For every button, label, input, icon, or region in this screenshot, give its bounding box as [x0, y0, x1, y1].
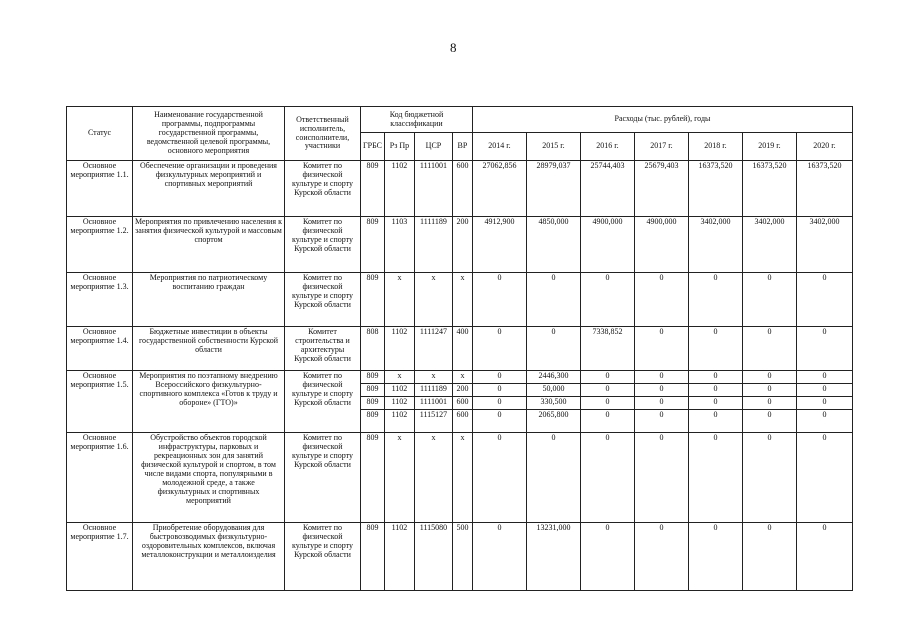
grbs-cell: 809: [361, 161, 385, 217]
responsible-cell: Комитет по физической культуре и спорту Курской области: [285, 371, 361, 433]
csr-cell: 1111247: [414, 327, 452, 371]
table-row: [67, 523, 853, 591]
header-grbs: ГРБС: [361, 133, 385, 161]
header-status: Статус: [67, 107, 133, 161]
status-cell: Основное мероприятие 1.4.: [67, 327, 133, 371]
amount-cell: 0: [634, 397, 688, 410]
header-year: 2020 г.: [796, 133, 852, 161]
amount-cell: 0: [580, 433, 634, 523]
amount-cell: 16373,520: [796, 161, 852, 217]
responsible-cell: Комитет по физической культуре и спорту Курской области: [285, 273, 361, 327]
amount-cell: 0: [688, 384, 742, 397]
amount-cell: 330,500: [526, 397, 580, 410]
header-year: 2017 г.: [634, 133, 688, 161]
amount-cell: 2446,300: [526, 371, 580, 384]
rzpr-cell: 1102: [384, 523, 414, 591]
amount-cell: 50,000: [526, 384, 580, 397]
rzpr-cell: 1102: [384, 161, 414, 217]
header-year: 2016 г.: [580, 133, 634, 161]
vr-cell: х: [452, 371, 472, 384]
grbs-cell: 808: [361, 327, 385, 371]
amount-cell: 4900,000: [580, 217, 634, 273]
amount-cell: 0: [688, 433, 742, 523]
amount-cell: 0: [796, 410, 852, 433]
amount-cell: 0: [796, 433, 852, 523]
amount-cell: 0: [742, 273, 796, 327]
grbs-cell: 809: [361, 384, 385, 397]
status-cell: Основное мероприятие 1.2.: [67, 217, 133, 273]
page-number: 8: [450, 40, 457, 55]
csr-cell: 1115127: [414, 410, 452, 433]
amount-cell: 2065,800: [526, 410, 580, 433]
amount-cell: 0: [688, 397, 742, 410]
csr-cell: х: [414, 433, 452, 523]
header-vr: ВР: [452, 133, 472, 161]
status-cell: Основное мероприятие 1.6.: [67, 433, 133, 523]
amount-cell: 0: [688, 371, 742, 384]
amount-cell: 0: [472, 327, 526, 371]
rzpr-cell: 1102: [384, 327, 414, 371]
table-row: [67, 273, 853, 327]
csr-cell: 1111189: [414, 217, 452, 273]
amount-cell: 3402,000: [688, 217, 742, 273]
amount-cell: 0: [742, 397, 796, 410]
grbs-cell: 809: [361, 523, 385, 591]
rzpr-cell: х: [384, 273, 414, 327]
amount-cell: 0: [634, 384, 688, 397]
header-expenses: Расходы (тыс. рублей), годы: [472, 107, 852, 133]
amount-cell: 0: [472, 397, 526, 410]
status-cell: Основное мероприятие 1.7.: [67, 523, 133, 591]
vr-cell: х: [452, 433, 472, 523]
responsible-cell: Комитет по физической культуре и спорту Курской области: [285, 217, 361, 273]
table-row: [67, 327, 853, 371]
name-cell: Мероприятия по поэтапному внедрению Всероссийского физкультурно-спортивного комплекса «Готов к труду и обороне» (ГТО)»: [133, 371, 285, 433]
amount-cell: 7338,852: [580, 327, 634, 371]
rzpr-cell: 1102: [384, 397, 414, 410]
csr-cell: 1111001: [414, 161, 452, 217]
header-name: Наименование государственной программы, подпрограммы государственной программы, ведомственной целевой программы, основного мероприятия: [133, 107, 285, 161]
rzpr-cell: 1102: [384, 384, 414, 397]
grbs-cell: 809: [361, 217, 385, 273]
amount-cell: 4900,000: [634, 217, 688, 273]
amount-cell: 0: [796, 384, 852, 397]
name-cell: Мероприятия по патриотическому воспитанию граждан: [133, 273, 285, 327]
responsible-cell: Комитет по физической культуре и спорту Курской области: [285, 433, 361, 523]
amount-cell: 0: [688, 410, 742, 433]
amount-cell: 0: [472, 433, 526, 523]
grbs-cell: 809: [361, 410, 385, 433]
name-cell: Приобретение оборудования для быстровозводимых физкультурно-оздоровительных комплексов, включая металлоконструкции и металлоизделия: [133, 523, 285, 591]
table-row: [67, 161, 853, 217]
grbs-cell: 809: [361, 273, 385, 327]
name-cell: Обеспечение организации и проведения физкультурных мероприятий и спортивных мероприятий: [133, 161, 285, 217]
status-cell: Основное мероприятие 1.1.: [67, 161, 133, 217]
amount-cell: 3402,000: [796, 217, 852, 273]
vr-cell: 500: [452, 523, 472, 591]
csr-cell: 1111001: [414, 397, 452, 410]
amount-cell: 0: [580, 523, 634, 591]
vr-cell: 400: [452, 327, 472, 371]
amount-cell: 0: [742, 433, 796, 523]
table-row: [67, 433, 853, 523]
amount-cell: 0: [472, 371, 526, 384]
rzpr-cell: х: [384, 371, 414, 384]
name-cell: Мероприятия по привлечению населения к занятия физической культурой и массовым спортом: [133, 217, 285, 273]
vr-cell: 600: [452, 397, 472, 410]
amount-cell: 0: [634, 327, 688, 371]
header-year: 2014 г.: [472, 133, 526, 161]
amount-cell: 0: [634, 410, 688, 433]
name-cell: Обустройство объектов городской инфраструктуры, парковых и рекреационных зон для занятий физической культурой и спортом, в том числе видами спорта, популярными в молодежной среде, а также физкультурных и спортивных мероприятий: [133, 433, 285, 523]
grbs-cell: 809: [361, 397, 385, 410]
grbs-cell: 809: [361, 433, 385, 523]
amount-cell: 28979,037: [526, 161, 580, 217]
amount-cell: 0: [472, 384, 526, 397]
amount-cell: 13231,000: [526, 523, 580, 591]
amount-cell: 0: [796, 397, 852, 410]
amount-cell: 16373,520: [742, 161, 796, 217]
responsible-cell: Комитет по физической культуре и спорту Курской области: [285, 523, 361, 591]
amount-cell: 0: [526, 327, 580, 371]
header-budget-code: Код бюджетной классификации: [361, 107, 473, 133]
amount-cell: 0: [688, 327, 742, 371]
csr-cell: 1111189: [414, 384, 452, 397]
amount-cell: 0: [796, 523, 852, 591]
status-cell: Основное мероприятие 1.3.: [67, 273, 133, 327]
amount-cell: 0: [634, 523, 688, 591]
amount-cell: 0: [580, 410, 634, 433]
amount-cell: 0: [472, 273, 526, 327]
amount-cell: 0: [742, 384, 796, 397]
vr-cell: 600: [452, 161, 472, 217]
amount-cell: 0: [580, 397, 634, 410]
header-rzpr: Рз Пр: [384, 133, 414, 161]
rzpr-cell: 1102: [384, 410, 414, 433]
amount-cell: 0: [526, 273, 580, 327]
amount-cell: 0: [472, 410, 526, 433]
amount-cell: 0: [742, 410, 796, 433]
vr-cell: 200: [452, 217, 472, 273]
amount-cell: 3402,000: [742, 217, 796, 273]
amount-cell: 0: [580, 273, 634, 327]
grbs-cell: 809: [361, 371, 385, 384]
table-row: [67, 217, 853, 273]
budget-table: [66, 106, 853, 591]
header-year: 2015 г.: [526, 133, 580, 161]
amount-cell: 4912,900: [472, 217, 526, 273]
amount-cell: 4850,000: [526, 217, 580, 273]
amount-cell: 0: [742, 327, 796, 371]
amount-cell: 0: [580, 371, 634, 384]
amount-cell: 0: [742, 523, 796, 591]
amount-cell: 16373,520: [688, 161, 742, 217]
amount-cell: 0: [634, 273, 688, 327]
table-row: [67, 371, 853, 384]
csr-cell: х: [414, 371, 452, 384]
rzpr-cell: 1103: [384, 217, 414, 273]
csr-cell: 1115080: [414, 523, 452, 591]
header-year: 2018 г.: [688, 133, 742, 161]
vr-cell: 200: [452, 384, 472, 397]
rzpr-cell: х: [384, 433, 414, 523]
amount-cell: 27062,856: [472, 161, 526, 217]
header-year: 2019 г.: [742, 133, 796, 161]
amount-cell: 0: [742, 371, 796, 384]
responsible-cell: Комитет строительства и архитектуры Курской области: [285, 327, 361, 371]
vr-cell: 600: [452, 410, 472, 433]
table-body: [67, 161, 853, 591]
amount-cell: 0: [580, 384, 634, 397]
amount-cell: 0: [634, 433, 688, 523]
status-cell: Основное мероприятие 1.5.: [67, 371, 133, 433]
header-csr: ЦСР: [414, 133, 452, 161]
amount-cell: 0: [796, 327, 852, 371]
amount-cell: 0: [472, 523, 526, 591]
amount-cell: 0: [634, 371, 688, 384]
vr-cell: х: [452, 273, 472, 327]
header-responsible: Ответственный исполнитель, соисполнители, участники: [285, 107, 361, 161]
csr-cell: х: [414, 273, 452, 327]
amount-cell: 25744,403: [580, 161, 634, 217]
amount-cell: 25679,403: [634, 161, 688, 217]
amount-cell: 0: [796, 371, 852, 384]
amount-cell: 0: [688, 273, 742, 327]
amount-cell: 0: [796, 273, 852, 327]
amount-cell: 0: [688, 523, 742, 591]
responsible-cell: Комитет по физической культуре и спорту Курской области: [285, 161, 361, 217]
amount-cell: 0: [526, 433, 580, 523]
name-cell: Бюджетные инвестиции в объекты государственной собственности Курской области: [133, 327, 285, 371]
